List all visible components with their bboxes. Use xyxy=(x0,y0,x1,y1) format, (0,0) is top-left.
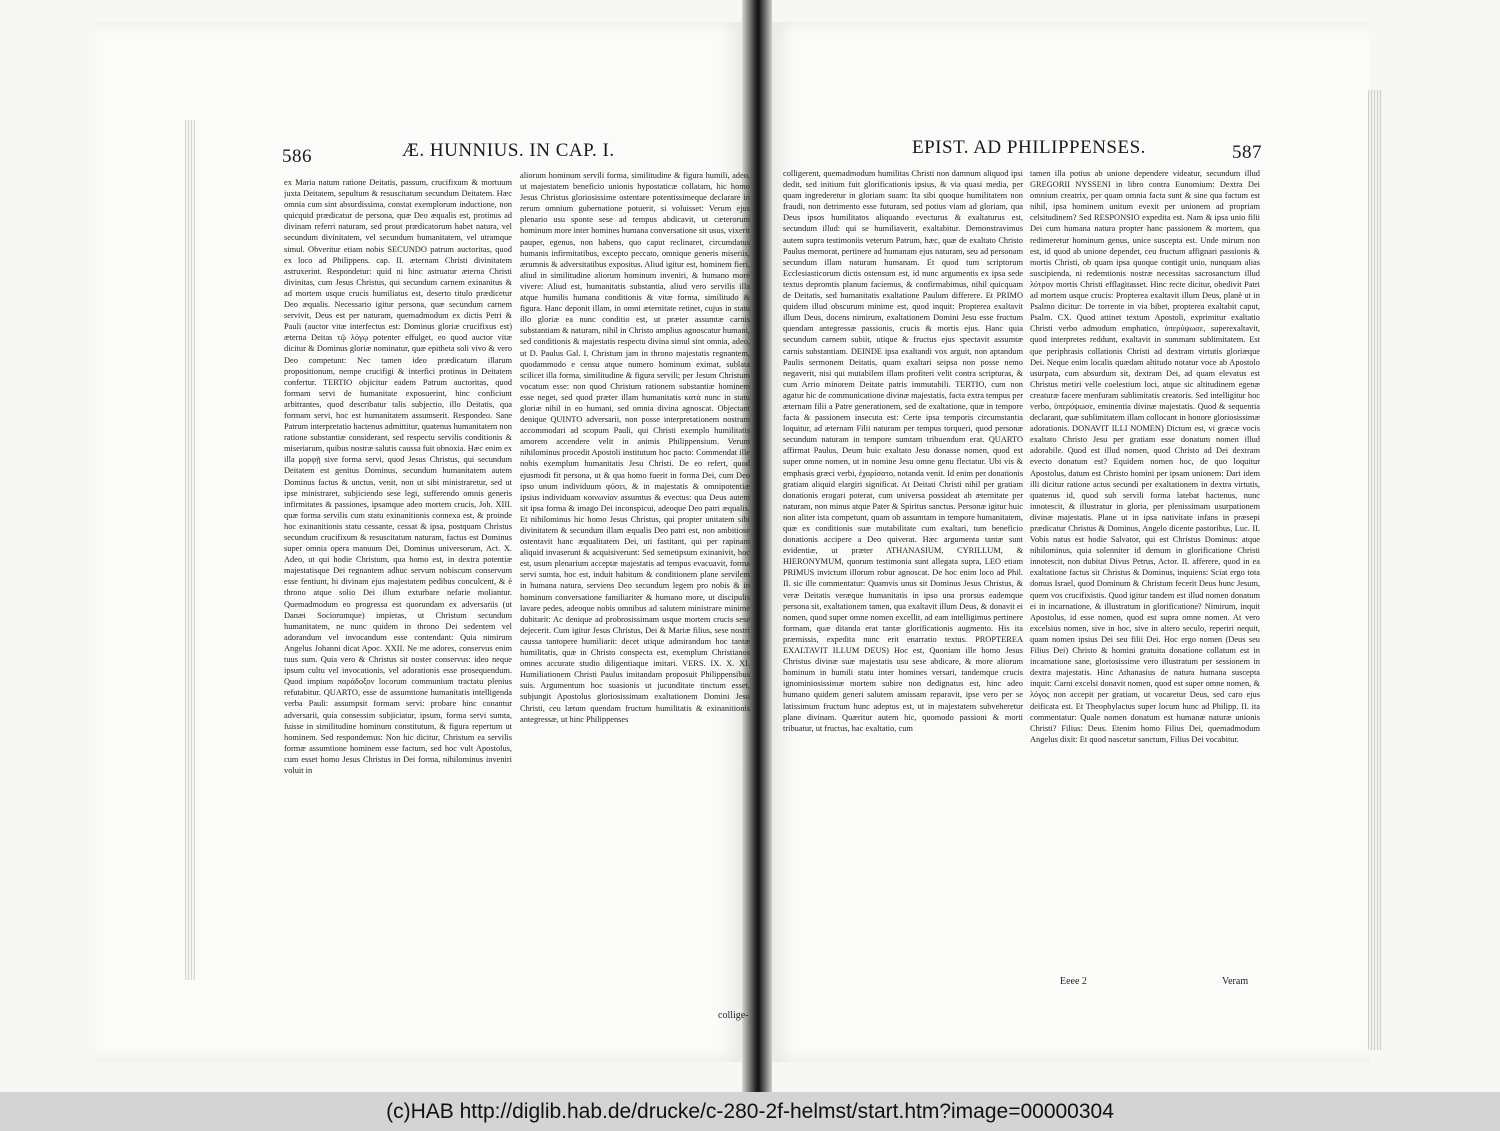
left-page-column-1: ex Maria natum ratione Deitatis, passum, crucifixum & mortuum juxta Deitatem, sepultum & resuscitatum secundum Deitatem. Hæc omnia cum sint absurdissima, constat exemplorum inductione, non quicquid prædicatur de persona, quæ Deo æqualis est, protinus ad divinam referri naturam, sed prout prædicatorum habet natura, vel secundum divinitatem, vel secundum humanitatem, vel utramque simul. Obveritur etiam nobis SECUNDO patrum auctoritas, quod ex loco ad Philippens. cap. II. æternam Christi divinitatem astruxerint. Respondetur: quid ni hinc astruatur æterna Christi divinitas, cum Jesus Christus, qui secundum carnem exinanitus & ad mortem usque crucis humiliatus est, deserto titulo prædicetur Deo æqualis. Necessario igitur persona, quæ secundum carnem servivit, Deus est per naturam, quemadmodum ex dictis Petri & Pauli (auctor vitæ interfectus est: Dominus gloriæ crucifixus est) æterna Deitas τῷ λόγῳ potenter effulget, eo quod auctor vitæ dicitur & Dominus gloriæ nominatur, quæ epitheta soli vivo & vero Deo competunt: Nec tamen ideo prædicatum illarum propositionum, nempe crucifigi & interfici protinus in Deitatem confertur. TERTIO objicitur eadem Patrum auctoritas, quod formam servi de humanitate exposuerint, hinc conficiunt arbitrantes, quod describatur talis subjectio, illo Deitatis, qua formam servi, hoc est humanitatem assumserit. Respondeo. Sane Patrum interpretatio hactenus admittitur, quatenus humanitatem non ratione substantiæ considerant, sed respectu servilis conditionis & miseriarum, quibus nostræ salutis caussa fuit obnoxia. Hæc enim ex illa μορφῇ sive forma servi, quod Jesus Christus, qui secundum Deitatem est genitus Dominus, secundum humanitatem autem Dominus factus & unctus, venit, non ut sibi ministraretur, sed ut ipse ministraret, subjiciendo sese legi, sufferendo omnis generis infirmitates & passiones, ipsamque adeo mortem crucis, Joh. XIII. quæ forma servilis cum statu exinanitionis connexa est, & proinde hoc exinanitionis statu cessante, cessat & ipsa, postquam Christus secundum crucifixum & resuscitatum naturam, factus est Dominus super omnia opera manuum Dei, Dominus universorum, Act. X. Adeo, ut qui hodie Christum, qua homo est, in dextra potentiæ majestatisque Dei regnantem adhuc servum nobiscum conservum esse fentiunt, hi divinam ejus majestatem pedibus conculcent, & è throno atque solio Dei illum exturbare nefarie moliantur. Quemadmodum eo progressa est quorundam ex adversariis (ut Danæi Sociorumque) impietas, ut Christum secundum humanitatem, ne nunc quidem in throno Dei sedentem vel adorandum vel invocandum esse contendant: Quia nimirum Angelus Johanni dicat Apoc. XXII. Ne me adores, conservus enim tuus sum. Quia vero & Christus sit noster conservus: ideo neque ipsum cultu vel invocationis, vel adorationis esse prosequendum. Quod impium παράδοξον locorum communium tractatu plenius refutabitur. QUARTO, esse de assumtione humanitatis intelligenda verba Pauli: assumpsit formam servi: probare hinc conantur adversarii, quia consessim subjiciatur, ipsum, forma servi sumta, fuisse in similitudine hominum constitutum, & figura repertum ut hominem. Sed respondemus: Non hic dicitur, Christum ea servilis formæ assumtione hominem esse factum, sed hoc vult Apostolus, cum esset homo Jesus Christus in Dei forma, nihilominus inveniri voluit in xyxy=(284,178,512,775)
left-page-number: 586 xyxy=(282,146,312,167)
right-page-column-1: colligerent, quemadmodum humilitas Christi non damnum aliquod ipsi dedit, sed initium fuit glorificationis ipsius, & via quasi media, per quam ingrederetur in gloriam suam: Ita sibi quoque humilitatem non fraudi, non detrimento esse futuram, sed potius viam ad gloriam, qua Deus ipsos humilitatos aliquando evecturus & exaltaturus est, secundum illud: qui se humiliaverit, exaltabitur. Demonstravimus autem supra testimoniis veterum Patrum, hæc, quæ de exaltato Christo Paulus memorat, pertinere ad humanam ejus naturam, seu ad personam secundum illam naturam humanam. Et quod tum scriptorum Ecclesiasticorum dictis ostensum est, id nunc argumentis ex ipsa sede textus depromtis planum faciemus, & confirmabimus, nihil quicquam de Deitatis, sed humanitatis exaltatione Paulum differere. Et PRIMO quidem illud obscurum minime est, quod inquit: Propterea exaltavit illum Deus, docens nimirum, exaltationem Domini Jesu esse fructum quendam antegressæ passionis, crucis & mortis ejus. Hanc quia secundum carnem subiit, utique & fructus ejus spectavit assumtæ carnis substantiam. DEINDE ipsa exaltandi vox arguit, non aptandum Paulis sermonem Deitatis, quam exaltari seipsa non posse nemo negaverit, nisi qui mutabilem illam profiteri velit contra scripturas, & cum Arrio minorem Deitate patris immutabili. TERTIO, cum non agatur hic de communicatione divinæ majestatis, facta extra tempus per æternam filii a Patre generationem, sed de exaltatione, quæ in tempore facta & passionem insecuta est: Certe ipsa temporis circumstantia loquitur, ad æternam Filii naturam per tempus torqueri, quod personæ secundum naturam in tempore sumtam tribuendum erat. QUARTO affirmat Paulus, Deum huic exaltato Jesu donasse nomen, quod est super omne nomen, ut in nomine Jesu omne genu flectatur. Ubi vis & emphasis græci verbi, ἐχαρίσατο, notanda venit. Id enim per donationis gratiam aliquid elargiri significat. At Deitati Christi nihil per gratiam donationis erogari poterat, cum universa possideat ab æternitate per naturam, non minus atque Pater & Spiritus sanctus. Personæ igitur huic non aliter ista competunt, quam ob assumtam in tempore humanitatem, quæ ex conditionis suæ mutabilitate cum exaltari, tum beneficio donationis accipere a Deo quiverat. Hæc argumenta tantæ sunt evidentiæ, ut præter ATHANASIUM, CYRILLUM, & HIERONYMUM, quorum testimonia sunt allegata supra, LEO etiam PRIMUS invictum illorum robur agnoscat. De hoc enim loco ad Phil. II. sic ille commentatur: Quamvis unus sit Dominus Jesus Christus, & veræ Deitatis veræque humanitatis in ipso una prorsus eademque persona sit, exaltationem tamen, qua exaltavit illum Deus, & donavit ei nomen, quod super omne nomen excellit, ad eam intelligimus pertinere formam, quæ ditanda erat tantæ glorificationis augmento. His ita præmissis, expedita nunc erit enarratio textus. PROPTEREA EXALTAVIT ILLUM DEUS) Hoc est, Quoniam ille homo Jesus Christus divinæ suæ majestatis usu sese abdicare, & more aliorum hominum in humili statu inter homines versari, tandemque crucis ignominiosissimæ mortem subire non dedignatus est, hinc adeo humano quidem generi salutem amissam reparavit, ipse vero per se latissimum fructum hunc adeptus est, ut in majestatem subveheretur plane divinam. Quæritur autem hic, quomodo passioni & morti tribuatur, ut fructus, hac exaltatio, cum xyxy=(783,169,1023,733)
right-page-number: 587 xyxy=(1232,142,1262,163)
right-page-column-2: tamen illa potius ab unione dependere videatur, secundum illud GREGORII NYSSENI in libro contra Eunomium: Dextra Dei omnium creatrix, per quam omnia facta sunt & sine qua factum est nihil, ipsa hominem unitum evexit per unionem ad propriam celsitudinem? Sed RESPONSIO expedita est. Nam & ipsa unio filii Dei cum humana natura propter hanc passionem & mortem, qua redimeretur hominum genus, unice suscepta est. Unde mirum non est, id quod ab unione dependet, ceu fructum affignari passionis & mortis Christi, ob quam ipsa quoque contigit unio, nunquam alias suscipienda, ni redemtionis nostræ necessitas sacrosanctum illud λύτρον mortis Christi efflagitasset. Hinc recte dicitur, obedivit Patri ad mortem usque crucis: Propterea exaltavit illum Deus, planè ut in Psalmo dicitur: De torrente in via bibet, propterea exaltabit caput, Psalm. CX. Quod attinet textum Apostoli, exprimitur exaltatio Christi verbo admodum emphatico, ὑπερύψωσε, superexaltavit, quod interpretes reddunt, exaltavit in summam sublimitatem. Est que periphrasis collationis Christi ad dextram virtutis gloriæque Dei. Neque enim localis quædam altitudo notatur voce ab Apostolo usurpata, cum absurdum sit, dextram Dei, ad quam elevatus est Christus metiri velle coelestium loci, atque sic altitudinem egenæ creaturæ facere menfuram sublimitatis creatoris. Sed intelligitur hoc verbo, ὑπερύψωσε, eminentia divinæ majestatis. Quod & sequentia declarant, quæ sublimitatem illam collocant in honore gloriosissimæ adorationis. DONAVIT ILLI NOMEN) Dictum est, vi græcæ vocis exaltato Christo Jesu per gratiam esse donatum nomen illud adorabile. Quod est illud nomen, quod Christo ad Dei dextram evecto donatum est? Equidem nomen hoc, de quo loquitur Apostolus, datum est Christo homini per ipsam unionem: Dari idem illi dicitur ratione actus secundi per exaltationem in dextra virtutis, quatenus id, quod sub servili forma latebat hactenus, nunc innotescit, & illustratur in gloria, per plenissimam usurpationem divinæ majestatis. Plane ut in ipsa nativitate infans in præsepi prædicatur Christus & Dominus, Angelo dicente pastoribus, Luc. II. Vobis natus est hodie Salvator, qui est Christus Dominus: atque nihilominus, quia solenniter id demum in glorificatione Christi innotescit, non dubitat Divus Petrus, Actor. II. afferere, quod in ea exaltatione factus sit Christus & Dominus, inquiens: Sciat ergo tota domus Israel, quod Dominum & Christum fecerit Deus hunc Jesum, quem vos crucifixistis. Quod igitur tandem est illud nomen donatum ei in incarnatione, & illustratum in glorificatione? Nimirum, inquit Apostolus, id esse nomen, quod est supra omne nomen. At vero excelsius nomen, sive in hoc, sive in altero seculo, reperiri nequit, quam nomen ipsius Dei seu filii Dei. Hoc ergo nomen (Deus seu Filius Dei) Christo & homini gratuita donatione collatum est in incarnatione sane, gloriosissime vero illustratum per sessionem in dextra majestatis. Hinc Athanasius de natura humana suscepta inquit: Carni excelsi donavit nomen, quod est super omne nomen, & λόγος non accepit per gratiam, ut vocaretur Deus, sed caro ejus deificata est. Et Theophylactus super locum hunc ad Philipp. II. ita commentatur: Quale nomen donatum est humanæ naturæ unionis Christi? Filius: Deus. Etenim homo Filius Dei, quemadmodum Angelus dixit: Et quod nascetur sanctum, Filius Dei vocabitur. xyxy=(1030,169,1260,744)
left-page-edges xyxy=(185,120,195,980)
right-page-edges xyxy=(1368,90,1382,1050)
left-catchword: collige- xyxy=(718,1010,749,1021)
right-running-head: EPIST. AD PHILIPPENSES. xyxy=(912,137,1146,158)
copyright-caption-bar: (c)HAB http://diglib.hab.de/drucke/c-280-2f-helmst/start.htm?image=00000304 xyxy=(0,1092,1500,1131)
left-running-head: Æ. HUNNIUS. IN CAP. I. xyxy=(402,140,615,161)
left-page-column-2: aliorum hominum servili forma, similitudine & figura humili, adeo, ut majestatem beneficio unionis hypostaticæ collatam, hic homo Jesus Christus gloriosissime ostentare potentissimeque declarare in rerum omnium gubernatione potuerit, si voluisset: Verum ejus plenario usu sponte sese ad tempus abdicavit, ut cæterorum hominum more inter homines humana conversatione sit usus, vixerit pauper, egenus, non habens, quo caput reclinaret, circumdatus humanis infirmitatibus, excepto peccato, omnique generis miseriis, ærumnis & adversitatibus expositus. Aliud igitur est, hominem fieri, aliud in similitudine aliorum hominum inveniri, & humano more vivere: Aliud est, humanitatis substantia, aliud vero servilis illa atque humilis humana conditionis & vitæ forma, similitudo & figura. Hanc deponit illam, in omni æternitate retinet, cujus in statu illo gloriæ ea nunc conditio est, ut præter assumtæ carnis substantiam & naturam, nihil in Christo amplius agnoscatur humani, sed conditionis & majestatis respectu divina simul sint omnia, adeo, ut D. Paulus Gal. I. Christum jam in throno majestatis regnantem, quodammodo e censu atque numero hominum eximat, sublata scilicet illa forma, similitudine & figura servili; per Jesum Christum vocatum esse: non quod Christum rationem substantiæ hominem esse neget, sed quod præter illam humanitatis κατὰ nunc in statu gloriæ nihil in eo humani, sed omnia divina agnoscat. Objectant denique QUINTO adversarii, non posse interpretationem nostram accommodari ad scopum Pauli, qui Christi exemplo humilitatis amorem accendere velit in animis Philippensium. Verum nihilominus procedit Apostoli institutum hoc pacto: Commendat ille nobis exemplum humanitatis Jesu Christi. De eo refert, quod ejusmodi fit persona, ut & qua homo fuerit in forma Dei, cum Deo ipso unum individuum φύσει, & in majestatis & omnipotentiæ ipsius individuam κοινωνίαν assumtus & evectus: qua Deus autem sit ipsa forma & imago Dei inconspicui, adeoque Deo patri æqualis. Et nihilominus hic homo Jesus Christus, qui propter unitatem sibi divinitatem & secundum illam æqualis Deo patri est, non ambitiose ostentavit hanc æqualitatem Dei, uti fastitant, qui per rapinam aliquid invaserunt & acquisiverunt: Sed semetipsum exinanivit, hoc est, usum plenarium acceptæ majestatis ad tempus evacuavit, forma servi sumta, hoc est, induit habitum & conditionem plane servilem in humana natura, serviens Deo secundum legem pro nobis & in hominum conversatione familiariter & humano more, ut discipulis lavare pedes, adeoque nobis omnibus ad salutem ministrare minime dubitarit: Ac denique ad probrosissimam usque mortem crucis sese dejecerit. Cum igitur Jesus Christus, Dei & Mariæ filius, sese nostri caussa tantopere humiliarit: decet utique admirandum hoc tantæ humilitatis, quæ in Christo conspecta est, exemplum Christianos omnes accurate studio diligentiaque imitari. VERS. IX. X. XI. Humiliationem Christi Paulus imitandam proposuit Philippensibus suis. Argumentum hoc suasionis ut jucunditate tinctum esset, subjungit Apostolus gloriosissimam exaltationem Domini Jesu Christi, ceu lætum quendam fructum humilitatis & exinanitionis antegressæ, ut hinc Philippenses xyxy=(520,171,750,724)
signature-mark: Eeee 2 xyxy=(1060,976,1087,987)
right-catchword: Veram xyxy=(1222,976,1249,987)
